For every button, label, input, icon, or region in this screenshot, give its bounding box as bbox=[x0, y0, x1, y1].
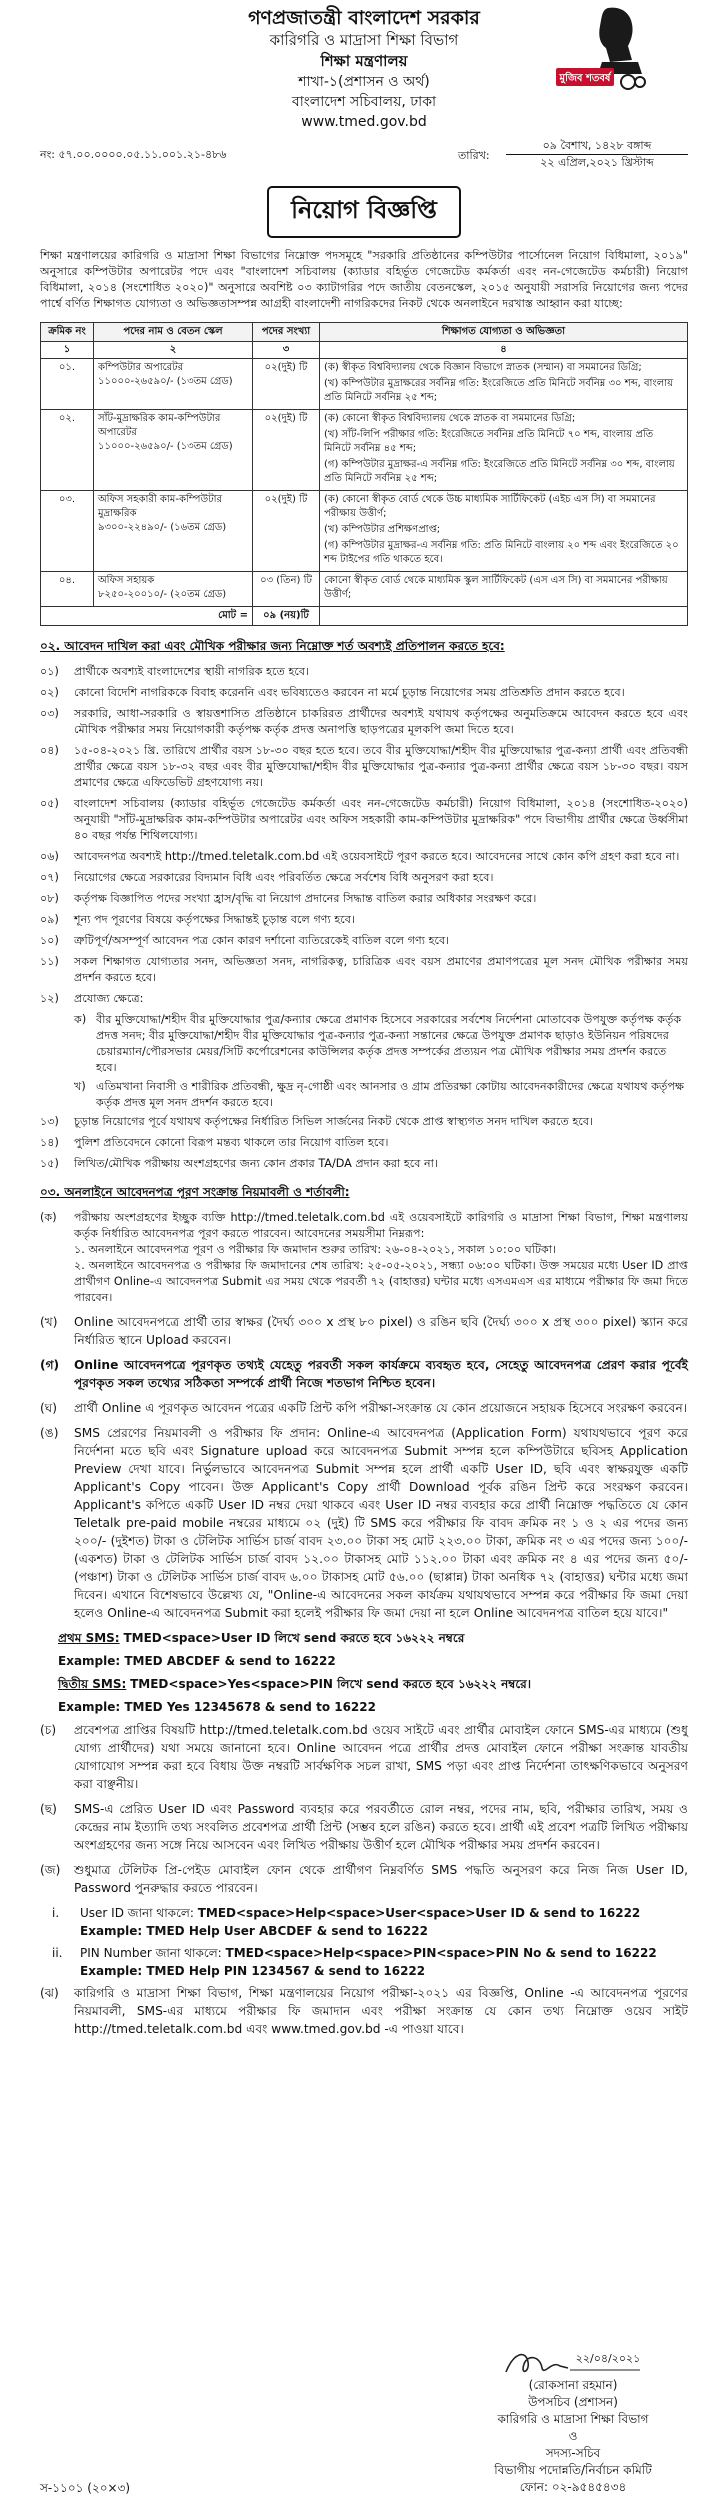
row-serial: ০৩. bbox=[41, 491, 94, 572]
item-text: সরকারি, আধা-সরকারি ও স্বায়ত্তশাসিত প্রতিষ্ঠানে চাকরিরত প্রার্থীদের অবশ্যই যথাযথ কর্তৃপক্ষের অনুমতিক্রমে আবেদন করতে হবে এবং মৌখিক পরীক্ষার সময় নিয়োগকারী কর্তৃপক্ষ কর্তৃক প্রদত্ত অনাপত্তি ছাড়পত্রের মূলকপি জমা দিতে হবে। bbox=[74, 707, 688, 736]
office-address: বাংলাদেশ সচিবালয়, ঢাকা bbox=[291, 94, 437, 110]
instruction-ka: (ক) পরীক্ষায় অংশগ্রহণের ইচ্ছুক ব্যক্তি http://tmed.teletalk.com.bd এই ওয়েবসাইটে কারিগরি ও মাদ্রাসা শিক্ষা বিভাগ, শিক্ষা মন্ত্রণালয় কর্তৃক নির্ধারিত আবেদনপত্র পূরণ করতে পারবেন। আবেদনের সময়সীমা নিম্নরূপ: ১. অনলাইনে আবেদনপত্র পূরণ ও পরীক্ষার ফি জমাদান শুরুর তারিখ: ২৬-০৪-২০২১, সকাল ১০:০০ ঘটিকা। ২. অনলাইনে আবেদনপত্র ও পরীক্ষার ফি জমাদানের শেষ তারিখ: ২৫-০৫-২০২১, সন্ধ্যা ০৬:০০ ঘটিকা। উক্ত সময়ের মধ্যে User ID প্রাপ্ত প্রার্থীগণ Online-এ আবেদনপত্র Submit এর সময় থেকে পরবর্তী ৭২ (বাহাত্তর) ঘন্টার মধ্যে এসএমএস এর মাধ্যমে পরীক্ষার ফি জমা দিতে পারবেন। bbox=[40, 1211, 688, 1304]
row-serial: ০২. bbox=[41, 410, 94, 491]
sms-first-example: Example: TMED ABCDEF & send to 16222 bbox=[58, 1654, 336, 1668]
condition-item bbox=[40, 891, 688, 907]
condition-item bbox=[40, 685, 688, 701]
total-empty bbox=[320, 607, 688, 626]
row-count: ০২(দুই) টি bbox=[253, 359, 320, 410]
item-number: ০৩) bbox=[40, 707, 59, 720]
signatory-committee: বিভাগীয় পদোন্নতি/নির্বাচন কমিটি bbox=[494, 2463, 652, 2477]
item-number: ০১) bbox=[40, 665, 59, 678]
item-text: আবেদনপত্র অবশ্যই http://tmed.teletalk.com.bd এই ওয়েবসাইটে পূরণ করতে হবে। আবেদনের সাথে কোন কপি গ্রহণ করা হবে না। bbox=[74, 850, 680, 863]
item-text: পুলিশ প্রতিবেদনে কোনো বিরূপ মন্তব্য থাকলে তার নিয়োগ বাতিল হবে। bbox=[74, 1136, 389, 1149]
item-number: ১৩) bbox=[40, 1115, 59, 1128]
item-number: খ) bbox=[74, 1080, 86, 1093]
division-name: কারিগরি ও মাদ্রাসা শিক্ষা বিভাগ bbox=[269, 31, 459, 49]
item-number: ০৮) bbox=[40, 892, 59, 905]
condition-item bbox=[40, 796, 688, 844]
index-row bbox=[41, 342, 688, 359]
recover-user-id: i. User ID জানা থাকলে: TMED<space>Help<space>User<space>User ID & send to 16222 Example: TMED Help User ABCDEF & send to 16222 bbox=[40, 1904, 688, 1940]
notice-title: নিয়োগ বিজ্ঞপ্তি bbox=[267, 186, 461, 238]
table-row bbox=[41, 410, 688, 491]
instruction-uo: (ঙ) SMS প্রেরণের নিয়মাবলী ও পরীক্ষার ফি প্রদান: Online-এ আবেদনপত্র (Application Form) যথাযথভাবে পূরণ করে নির্দেশনা মতে ছবি এবং Signature upload করে আবেদনপত্র Submit সম্পন্ন হলে কম্পিউটারে ছবিসহ Application Preview দেখা যাবে। নির্ভুলভাবে আবেদনপত্র Submit সম্পন্ন হলে প্রার্থী একটি User ID, ছবি এবং স্বাক্ষরযুক্ত একটি Applicant's Copy পাবেন। উক্ত Applicant's Copy প্রার্থী Download পূর্বক রঙিন প্রিন্ট করে সংরক্ষণ করবেন। Applicant's কপিতে একটি User ID নম্বর দেয়া থাকবে এবং User ID নম্বর ব্যবহার করে প্রার্থী নিম্নোক্ত পদ্ধতিতে যে কোন Teletalk pre-paid mobile নম্বরের মাধ্যমে ০২ (দুই) টি SMS করে পরীক্ষার ফি বাবদ ক্রমিক নং ১ ও ২ এর পদের জন্য ২০০/- (দুইশত) টাকা ও টেলিটক সার্ভিস চার্জ বাবদ ২৩.০০ টাকা সহ মোট ২২৩.০০ টাকা, ক্রমিক নং ৩ এর পদের জন্য ১০০/- (একশত) টাকা ও টেলিটক সার্ভিস চার্জ বাবদ ১২.০০ টাকাসহ মোট ১১২.০০ টাকা এবং ক্রমিক নং ৪ এর পদের জন্য ৫০/- (পঞ্চাশ) টাকা ও টেলিটক সার্ভিস চার্জ বাবদ ৬.০০ টাকাসহ মোট ৫৬.০০ (ছাপ্পান্ন) টাকা অনধিক ৭২ (বাহাত্তর) ঘন্টার মধ্যে জমা দিবেন। এখানে বিশেষভাবে উল্লেখ্য যে, "Online-এ আবেদনের সকল কার্যক্রম যথাযথভাবে সম্পন্ন করে পরীক্ষার ফি জমা দেয়া হলেও Online-এ আবেদনপত্র Submit করা হলেই পরীক্ষার ফি জমা দেয়া না হলে Online আবেদনপত্র বাতিল হয়ে যাবে।" bbox=[40, 1426, 688, 1620]
signatory-and: ও bbox=[568, 2429, 578, 2443]
instruction-gha: (ঘ) প্রার্থী Online এ পূরণকৃত আবেদন পত্রের একটি প্রিন্ট কপি পরীক্ষা-সংক্রান্ত যে কোন প্রয়োজনে সহায়ক হিসেবে সংরক্ষণ করবেন। bbox=[40, 1401, 688, 1415]
section-3-title: ০৩. অনলাইনে আবেদনপত্র পূরণ সংক্রান্ত নিয়মাবলী ও শর্তাবলী: bbox=[40, 1185, 350, 1199]
end-date: ২. অনলাইনে আবেদনপত্র ও পরীক্ষার ফি জমাদানের শেষ তারিখ: ২৫-০৫-২০২১, সন্ধ্যা ০৬:০০ ঘটিকা। উক্ত সময়ের মধ্যে User ID প্রাপ্ত প্রার্থীগণ Online-এ আবেদনপত্র Submit এর সময় থেকে পরবর্তী ৭২ (বাহাত্তর) ঘন্টার মধ্যে এসএমএস এর মাধ্যমে পরীক্ষার ফি জমা দিতে পারবেন। bbox=[74, 1259, 688, 1304]
item-text: প্রযোজ্য ক্ষেত্রে: bbox=[74, 992, 144, 1005]
signatory-phone: ফোন: ০২-৯৫৪৫৪৩৪ bbox=[519, 2480, 627, 2494]
memo-row bbox=[40, 136, 688, 182]
post-name: অফিস সহায়ক bbox=[98, 575, 155, 586]
index-cell: ২ bbox=[94, 342, 253, 359]
condition-item bbox=[40, 954, 688, 986]
condition-item bbox=[40, 743, 688, 791]
post-name: কম্পিউটার অপারেটর bbox=[98, 362, 184, 373]
signatory-role: সদস্য-সচিব bbox=[545, 2446, 601, 2460]
start-date: ১. অনলাইনে আবেদনপত্র পূরণ ও পরীক্ষার ফি জমাদান শুরুর তারিখ: ২৬-০৪-২০২১, সকাল ১০:০০ ঘটিকা। bbox=[74, 1243, 557, 1256]
item-text: বাংলাদেশ সচিবালয় (ক্যাডার বহির্ভূত গেজেটেড কর্মকর্তা এবং নন-গেজেটেড কর্মচারী) নিয়োগ বিধিমালা, ২০১৪ (সংশোধিত-২০২০) অনুযায়ী "সাঁট-মুদ্রাক্ষরিক কাম-কম্পিউটার অপারেটর এবং অফিস সহকারী কাম-কম্পিউটার মুদ্রাক্ষরিক" পদে বিভাগীয় প্রার্থীর ক্ষেত্রে উর্ধ্বসীমা ৪০ বছর পর্যন্ত শিথিলযোগ্য। bbox=[74, 797, 688, 842]
table-row bbox=[41, 572, 688, 607]
qualification-item: (গ) কম্পিউটার মুদ্রাক্ষর-এ সর্বনিম্ন গতি: ইংরেজিতে প্রতি মিনিটে সর্বনিম্ন ৩০ শব্দ, বাংলায় প্রতি মিনিটে সর্বনিম্ন ২৫ শব্দ; bbox=[324, 459, 675, 484]
post-name: অফিস সহকারী কাম-কম্পিউটার মুদ্রাক্ষরিক bbox=[98, 494, 223, 519]
item-number: ০৭) bbox=[40, 871, 59, 884]
item-number: ০৫) bbox=[40, 797, 59, 810]
item-text: কোনো বিদেশি নাগরিককে বিবাহ করেননি এবং ভবিষ্যতেও করবেন না মর্মে চূড়ান্ত নিয়োগের সময় প্রতিশ্রুতি প্রদান করতে হবে। bbox=[74, 686, 625, 699]
signature-block bbox=[458, 2346, 688, 2496]
index-cell: ৪ bbox=[320, 342, 688, 359]
sms-second: দ্বিতীয় SMS: TMED<space>Yes<space>PIN লিখে send করতে হবে ১৬২২২ নম্বরে। bbox=[58, 1677, 532, 1691]
sms-first: প্রথম SMS: TMED<space>User ID লিখে send করতে হবে ১৬২২২ নম্বরে bbox=[58, 1631, 465, 1645]
instruction-chha: (ছ) SMS-এ প্রেরিত User ID এবং Password ব্যবহার করে পরবর্তীতে রোল নম্বর, পদের নাম, ছবি, পরীক্ষার তারিখ, সময় ও কেন্দ্রের নাম ইত্যাদি তথ্য সংবলিত প্রবেশপত্র প্রার্থী প্রিন্ট (সম্ভব হলে রঙিন) করতে হবে। প্রার্থী এই প্রবেশ পত্রটি লিখিত পরীক্ষায় অংশগ্রহণের জন্য সঙ্গে নিয়ে আসবেন এবং লিখিত পরীক্ষায় উত্তীর্ণ হলে মৌখিক পরীক্ষার সময় প্রদর্শন করবেন। bbox=[40, 1802, 688, 1852]
col-serial: ক্রমিক নং bbox=[41, 323, 94, 342]
condition-item bbox=[40, 1156, 688, 1172]
col-count: পদের সংখ্যা bbox=[253, 323, 320, 342]
condition-item bbox=[40, 991, 688, 1007]
qualification-item: (গ) কম্পিউটার মুদ্রাক্ষর-এ সর্বনিম্ন গতি: প্রতি মিনিটে বাংলায় ২০ শব্দ এবং ইংরেজিতে ২০ শব্দ টাইপের গতি থাকতে হবে। bbox=[324, 540, 679, 565]
posts-table bbox=[40, 322, 688, 626]
item-number: ১২) bbox=[40, 992, 59, 1005]
total-row bbox=[41, 607, 688, 626]
col-post: পদের নাম ও বেতন স্কেল bbox=[94, 323, 253, 342]
row-post bbox=[94, 359, 253, 410]
signatory-designation: উপসচিব (প্রশাসন) bbox=[528, 2395, 618, 2409]
recover-pin-example: Example: TMED Help PIN 1234567 & send to 16222 bbox=[80, 1964, 426, 1978]
conditions-list bbox=[40, 664, 688, 1172]
item-number: ১১) bbox=[40, 955, 59, 968]
item-text: কর্তৃপক্ষ বিজ্ঞাপিত পদের সংখ্যা হ্রাস/বৃদ্ধি বা নিয়োগ প্রদানের সিদ্ধান্ত বাতিল করার অধিকার সংরক্ষণ করে। bbox=[74, 892, 537, 905]
ministry-name: শিক্ষা মন্ত্রণালয় bbox=[320, 52, 408, 70]
item-number: ০৬) bbox=[40, 850, 59, 863]
qualification-item: (খ) সাঁট-লিপি পরীক্ষার গতি: ইংরেজিতে সর্বনিম্ন প্রতি মিনিটে ৭০ শব্দ, বাংলায় প্রতি মিনিটে সর্বনিম্ন ৪৫ শব্দ; bbox=[324, 429, 654, 454]
item-text: এতিমখানা নিবাসী ও শারীরিক প্রতিবন্ধী, ক্ষুদ্র নৃ-গোষ্ঠী এবং আনসার ও গ্রাম প্রতিরক্ষা কোটায় আবেদনকারীদের ক্ষেত্রে যথাযথ কর্তৃপক্ষ কর্তৃক প্রদত্ত মূল সনদ প্রদর্শন করতে হবে। bbox=[96, 1080, 685, 1109]
post-name: সাঁট-মুদ্রাক্ষরিক কাম-কম্পিউটার অপারেটর bbox=[98, 413, 221, 438]
table-row bbox=[41, 491, 688, 572]
instruction-kha: (খ) Online আবেদনপত্রে প্রার্থী তার স্বাক্ষর (দৈর্ঘ্য ৩০০ x প্রস্থ ৮০ pixel) ও রঙিন ছবি (দৈর্ঘ্য ৩০০ x প্রস্থ ৩০০ pixel) স্ক্যান করে নির্ধারিত স্থানে Upload করবেন। bbox=[40, 1315, 688, 1347]
signatory-name: (রোকসানা রহমান) bbox=[528, 2378, 618, 2392]
condition-item bbox=[40, 1135, 688, 1151]
sms-second-example: Example: TMED Yes 12345678 & send to 16222 bbox=[58, 1700, 376, 1714]
pay-scale: ৯৩০০-২২৪৯০/- (১৬তম গ্রেড) bbox=[98, 522, 227, 533]
item-text: চূড়ান্ত নিয়োগের পূর্বে যথাযথ কর্তৃপক্ষের নির্ধারিত সিভিল সার্জনের নিকট থেকে প্রাপ্ত স্বাস্থ্যগত সনদ দাখিল করতে হবে। bbox=[74, 1115, 594, 1128]
item-text: ত্রুটিপূর্ণ/অসম্পূর্ণ আবেদন পত্র কোন কারণ দর্শানো ব্যতিরেকেই বাতিল বলে গণ্য হবে। bbox=[74, 934, 450, 947]
condition-item bbox=[74, 1012, 688, 1076]
logo-text: মুজিব শতবর্ষ bbox=[559, 73, 611, 84]
pay-scale: ১১০০০-২৬৫৯০/- (১৩তম গ্রেড) bbox=[98, 441, 233, 452]
item-number: ক) bbox=[74, 1013, 87, 1026]
intro-paragraph: শিক্ষা মন্ত্রণালয়ের কারিগরি ও মাদ্রাসা শিক্ষা বিভাগের নিম্নোক্ত পদসমূহে "সরকারি প্রতিষ্ঠানের কম্পিউটার পার্সোনেল নিয়োগ বিধিমালা, ২০১৯" অনুসারে কম্পিউটার অপারেটর পদে এবং "বাংলাদেশ সচিবালয় (ক্যাডার বহির্ভূত গেজেটেড কর্মকর্তা এবং নন-গেজেটেড কর্মচারী) নিয়োগ বিধিমালা, ২০১৪ (সংশোধিত ২০২০)" অনুসারে অবশিষ্ট ০৩ ক্যাটাগরির পদে জাতীয় বেতনস্কেল, ২০১৫ অনুযায়ী সরাসরি নিয়োগের জন্য পদের পার্শ্বে বর্ণিত শিক্ষাগত যোগ্যতা ও অভিজ্ঞতাসম্পন্ন আগ্রহী বাংলাদেশী নাগরিকদের নিকট থেকে অনলাইনে দরখাস্ত আহ্বান করা যাচ্ছে: bbox=[40, 249, 688, 310]
row-post bbox=[94, 410, 253, 491]
condition-item bbox=[40, 933, 688, 949]
row-qualifications bbox=[320, 572, 688, 607]
row-qualifications bbox=[320, 359, 688, 410]
form-code: স-১১০১ (২০×৩) bbox=[40, 2481, 131, 2495]
online-instructions bbox=[40, 1210, 688, 2038]
condition-item bbox=[40, 870, 688, 886]
row-post bbox=[94, 491, 253, 572]
item-number: ১৫) bbox=[40, 1157, 59, 1170]
col-qualification: শিক্ষাগত যোগ্যতা ও অভিজ্ঞতা bbox=[320, 323, 688, 342]
condition-item bbox=[40, 664, 688, 680]
item-text: লিখিত/মৌখিক পরীক্ষায় অংশগ্রহণের জন্য কোন প্রকার TA/DA প্রদান করা হবে না। bbox=[74, 1157, 438, 1170]
total-value: ০৯ (নয়)টি bbox=[253, 607, 320, 626]
qualification-item: কোনো স্বীকৃত বোর্ড থেকে মাধ্যমিক স্কুল সার্টিফিকেট (এস এস সি) বা সমমানের পরীক্ষায় উত্তীর্ণ; bbox=[324, 575, 668, 600]
condition-item bbox=[40, 849, 688, 865]
item-text: নিয়োগের ক্ষেত্রে সরকারের বিদ্যমান বিধি এবং পরিবর্তিত ক্ষেত্রে সর্বশেষ বিধি অনুসরণ করা হবে। bbox=[74, 871, 494, 884]
instruction-jha: (ঝ) কারিগরি ও মাদ্রাসা শিক্ষা বিভাগ, শিক্ষা মন্ত্রণালয়ের নিয়োগ পরীক্ষা-২০২১ এর বিজ্ঞপ্তি, Online -এ আবেদনপত্র পূরণের নিয়মাবলী, SMS-এর মাধ্যমে পরীক্ষার ফি জমাদান এবং পরীক্ষা সংক্রান্ত যে কোন তথ্য নিম্নোক্ত ওয়েব সাইট http://tmed.teletalk.com.bd এবং www.tmed.gov.bd -এ পাওয়া যাবে। bbox=[40, 1986, 688, 2036]
condition-item bbox=[40, 1114, 688, 1130]
govt-name: গণপ্রজাতন্ত্রী বাংলাদেশ সরকার bbox=[248, 7, 480, 29]
item-text: সকল শিক্ষাগত যোগ্যতার সনদ, অভিজ্ঞতা সনদ, নাগরিকত্ব, চারিত্রিক এবং বয়স প্রমাণের প্রমাণপত্রের মূল সনদ মৌখিক পরীক্ষার সময় প্রদর্শন করতে হবে। bbox=[74, 955, 688, 984]
date-bangla: ০৯ বৈশাখ, ১৪২৮ বঙ্গাব্দ bbox=[542, 139, 652, 152]
total-label: মোট = bbox=[41, 607, 253, 626]
mujib-borsho-logo bbox=[550, 2, 646, 96]
qualification-item: (ক) কোনো স্বীকৃত বোর্ড থেকে উচ্চ মাধ্যমিক সার্টিফিকেট (এইচ এস সি) বা সমমানের পরীক্ষায় উত্তীর্ণ; bbox=[324, 494, 656, 519]
row-post bbox=[94, 572, 253, 607]
instruction-cha: (চ) প্রবেশপত্র প্রাপ্তির বিষয়টি http://tmed.teletalk.com.bd ওয়েব সাইটে এবং প্রার্থীর মোবাইল ফোনে SMS-এর মাধ্যমে (শুধু যোগ্য প্রার্থীদের) যথা সময়ে জানানো হবে। Online আবেদন পত্রে প্রার্থীর প্রদত্ত মোবাইল ফোনে পরীক্ষা সংক্রান্ত যাবতীয় যোগাযোগ সম্পন্ন করা হবে বিধায় উক্ত নম্বরটি সার্বক্ষণিক সচল রাখা, SMS পড়া এবং প্রাপ্ত নির্দেশনা তাৎক্ষণিকভাবে অনুসরণ করা বাঞ্ছনীয়। bbox=[40, 1723, 688, 1791]
letterhead bbox=[40, 0, 688, 132]
date-label: তারিখ: bbox=[458, 149, 490, 162]
item-text: বীর মুক্তিযোদ্ধা/শহীদ বীর মুক্তিযোদ্ধার পুত্র/কন্যার ক্ষেত্রে প্রমাণক হিসেবে সরকারের সর্বশেষ নির্দেশনা মোতাবেক উপযুক্ত কর্তৃপক্ষ কর্তৃক প্রদত্ত সনদ; বীর মুক্তিযোদ্ধা/শহীদ বীর মুক্তিযোদ্ধার পুত্র-কন্যার পুত্র-কন্যা সন্তানের ক্ষেত্রে উপযুক্ত প্রমাণক ছাড়াও ইউনিয়ন পরিষদের চেয়ারম্যান/পৌরসভার মেয়র/সিটি কর্পোরেশনের কাউন্সিলর কর্তৃক প্রদত্ত সম্পর্কের প্রত্যয়ন পত্র মৌখিক পরীক্ষার সময় প্রদর্শন করতে হবে। bbox=[96, 1013, 682, 1074]
item-text: ১৫-০৪-২০২১ খ্রি. তারিখে প্রার্থীর বয়স ১৮-৩০ বছর হতে হবে। তবে বীর মুক্তিযোদ্ধা/শহীদ বীর মুক্তিযোদ্ধার পুত্র-কন্যা প্রার্থী এবং প্রতিবন্ধী প্রার্থীর ক্ষেত্রে বয়স ১৮-৩২ বছর এবং বীর মুক্তিযোদ্ধা/শহীদ বীর মুক্তিযোদ্ধার পুত্র-কন্যার পুত্র-কন্যা প্রার্থীর ক্ষেত্রে বয়স ১৮-৩০ বছর। বয়স প্রমাণের ক্ষেত্রে এফিডেভিট গ্রহণযোগ্য নয়। bbox=[74, 744, 688, 789]
qualification-item: (খ) কম্পিউটার প্রশিক্ষণপ্রাপ্ত; bbox=[324, 524, 441, 535]
item-text: প্রার্থীকে অবশ্যই বাংলাদেশের স্থায়ী নাগরিক হতে হবে। bbox=[74, 665, 310, 678]
condition-item bbox=[74, 1079, 688, 1111]
instruction-ja: (জ) শুধুমাত্র টেলিটক প্রি-পেইড মোবাইল ফোন থেকে প্রার্থীগণ নিম্নবর্ণিত SMS পদ্ধতি অনুসরণ করে নিজ নিজ User ID, Password পুনরুদ্ধার করতে পারবেন। bbox=[40, 1863, 688, 1895]
website-link[interactable]: www.tmed.gov.bd bbox=[301, 114, 427, 130]
qualification-item: (ক) স্বীকৃত বিশ্ববিদ্যালয় থেকে বিজ্ঞান বিভাগে স্নাতক (সম্মান) বা সমমানের ডিগ্রি; bbox=[324, 362, 642, 373]
instruction-ga: (গ) Online আবেদনপত্রে পূরণকৃত তথ্যই যেহেতু পরবর্তী সকল কার্যক্রমে ব্যবহৃত হবে, সেহেতু আবেদনপত্র প্রেরণ করার পূর্বেই পূরণকৃত সকল তথ্যের সঠিকতা সম্পর্কে প্রার্থী নিজে শতভাগ নিশ্চিত হবেন। bbox=[40, 1358, 688, 1390]
item-number: ১০) bbox=[40, 934, 59, 947]
table-row bbox=[41, 359, 688, 410]
recover-pin: ii. PIN Number জানা থাকলে: TMED<space>Help<space>PIN<space>PIN No & send to 16222 Example: TMED Help PIN 1234567 & send to 16222 bbox=[40, 1944, 688, 1980]
pay-scale: ৮২৫০-২০০১০/- (২০তম গ্রেড) bbox=[98, 589, 227, 600]
qualification-item: (ক) কোনো স্বীকৃত বিশ্ববিদ্যালয় থেকে স্নাতক বা সমমানের ডিগ্রি; bbox=[324, 413, 576, 424]
item-number: ১৪) bbox=[40, 1136, 59, 1149]
item-number: ০২) bbox=[40, 686, 59, 699]
date-gregorian: ২২ এপ্রিল,২০২১ খ্রিস্টাব্দ bbox=[506, 154, 688, 171]
recover-user-id-example: Example: TMED Help User ABCDEF & send to 16222 bbox=[80, 1924, 428, 1938]
row-count: ০৩ (তিন) টি bbox=[253, 572, 320, 607]
section-2-title: ০২. আবেদন দাখিল করা এবং মৌখিক পরীক্ষার জন্য নিম্নোক্ত শর্ত অবশ্যই প্রতিপালন করতে হবে: bbox=[40, 639, 505, 653]
item-number: ০৪) bbox=[40, 744, 59, 757]
condition-item bbox=[40, 706, 688, 738]
row-qualifications bbox=[320, 491, 688, 572]
row-count: ০২(দুই) টি bbox=[253, 410, 320, 491]
row-serial: ০৪. bbox=[41, 572, 94, 607]
index-cell: ১ bbox=[41, 342, 94, 359]
condition-item bbox=[40, 912, 688, 928]
memo-number: নং: ৫৭.০০.০০০০.০৫.১১.০০১.২১-৪৮৬ bbox=[40, 148, 227, 161]
branch-name: শাখা-১(প্রশাসন ও অর্থ) bbox=[298, 74, 430, 90]
pay-scale: ১১০০০-২৬৫৯০/- (১৩তম গ্রেড) bbox=[98, 376, 233, 387]
item-text: শূন্য পদ পূরণের বিষয়ে কর্তৃপক্ষের সিদ্ধান্তই চূড়ান্ত বলে গণ্য হবে। bbox=[74, 913, 355, 926]
qualification-item: (খ) কম্পিউটার মুদ্রাক্ষরের সর্বনিম্ন গতি: ইংরেজিতে প্রতি মিনিটে সর্বনিম্ন ৩০ শব্দ, বাংলায় প্রতি মিনিটে সর্বনিম্ন ২৫ শব্দ; bbox=[324, 378, 674, 403]
signatory-org: কারিগরি ও মাদ্রাসা শিক্ষা বিভাগ bbox=[497, 2412, 649, 2426]
row-count: ০২(দুই) টি bbox=[253, 491, 320, 572]
row-serial: ০১. bbox=[41, 359, 94, 410]
sub-conditions bbox=[40, 1012, 688, 1111]
row-qualifications bbox=[320, 410, 688, 491]
signature-date: ২২/০৪/২০২১ bbox=[575, 2352, 641, 2365]
index-cell: ৩ bbox=[253, 342, 320, 359]
item-number: ০৯) bbox=[40, 913, 59, 926]
